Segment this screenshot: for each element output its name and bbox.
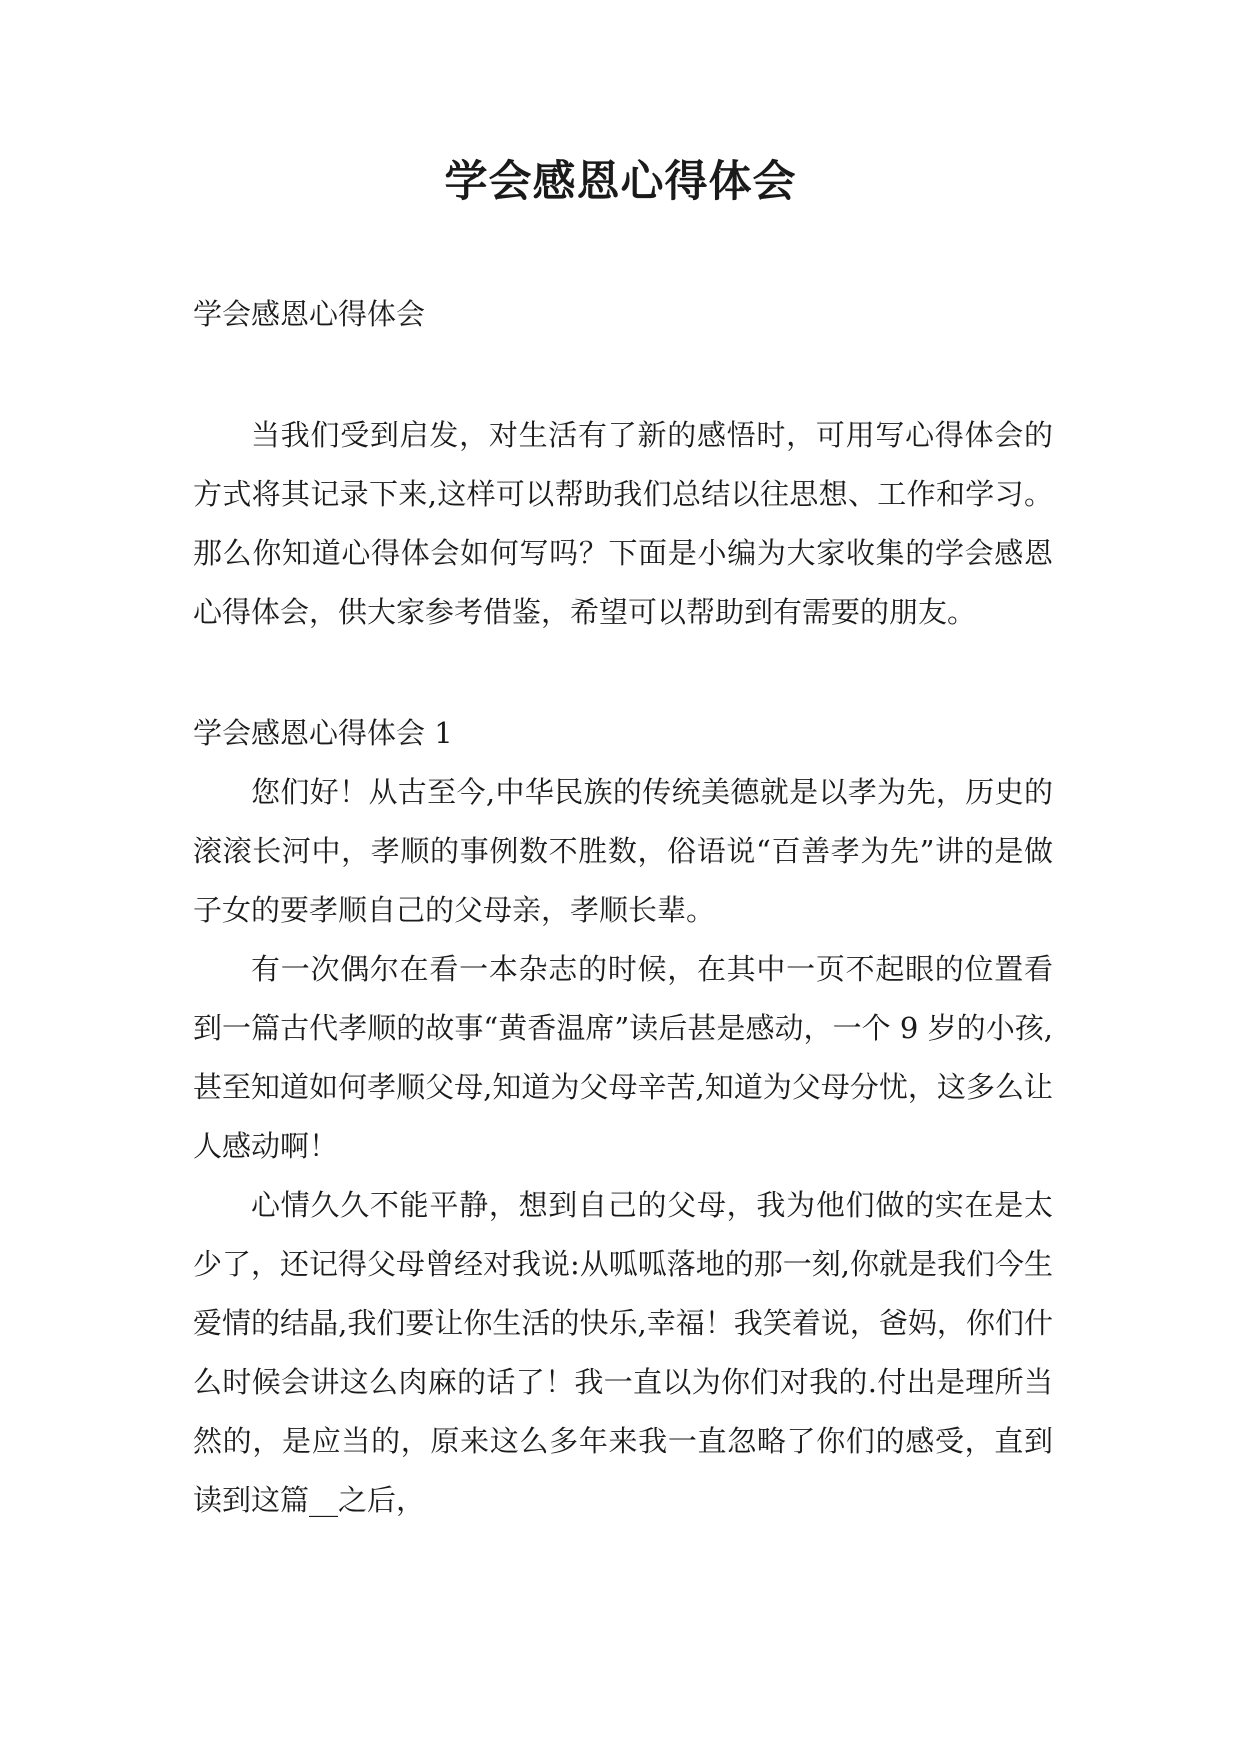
body-paragraph-2: 有一次偶尔在看一本杂志的时候，在其中一页不起眼的位置看到一篇古代孝顺的故事“黄香温席”读后甚是感动，一个 9 岁的小孩,甚至知道如何孝顺父母,知道为父母辛苦,知道为父母分忧，这多么让人感动啊！ [193,952,1053,1163]
document-subtitle: 学会感恩心得体会 [193,297,426,331]
section-heading: 学会感恩心得体会 1 [193,716,453,750]
body-paragraph-1: 您们好！从古至今,中华民族的传统美德就是以孝为先，历史的滚滚长河中，孝顺的事例数不胜数，俗语说“百善孝为先”讲的是做子女的要孝顺自己的父母亲，孝顺长辈。 [193,775,1053,927]
document-title: 学会感恩心得体会 [444,157,797,207]
document-body [193,285,1053,1530]
intro-paragraph: 当我们受到启发，对生活有了新的感悟时，可用写心得体会的方式将其记录下来,这样可以帮助我们总结以往思想、工作和学习。那么你知道心得体会如何写吗？下面是小编为大家收集的学会感恩心得体会，供大家参考借鉴，希望可以帮助到有需要的朋友。 [193,418,1053,629]
spacer [193,344,1053,406]
spacer [193,642,1053,704]
body-paragraph-3: 心情久久不能平静，想到自己的父母，我为他们做的实在是太少了，还记得父母曾经对我说:从呱呱落地的那一刻,你就是我们今生爱情的结晶,我们要让你生活的快乐,幸福！我笑着说，爸妈，你们什么时候会讲这么肉麻的话了！我一直以为你们对我的.付出是理所当然的，是应当的，原来这么多年来我一直忽略了你们的感受，直到读到这篇__之后， [193,1188,1053,1517]
